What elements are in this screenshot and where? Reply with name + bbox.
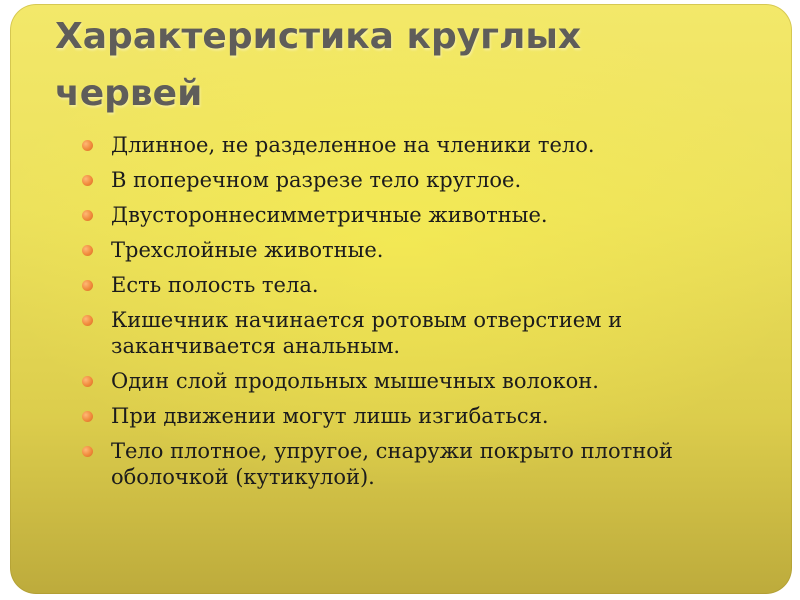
list-item-text: Есть полость тела.	[111, 273, 319, 297]
list-item	[82, 272, 742, 298]
list-item	[82, 167, 742, 193]
slide	[10, 4, 792, 594]
list-item-text: При движении могут лишь изгибаться.	[111, 404, 549, 428]
list-item-text: Трехслойные животные.	[111, 238, 384, 262]
bullet-icon	[82, 376, 93, 387]
slide-title: Характеристика круглых червей	[55, 16, 582, 114]
bullet-icon	[82, 411, 93, 422]
list-item	[82, 403, 742, 429]
list-item	[82, 307, 742, 359]
list-item-text: Тело плотное, упругое, снаружи покрыто плотной оболочкой (кутикулой).	[111, 439, 673, 489]
list-item	[82, 132, 742, 158]
bullet-icon	[82, 245, 93, 256]
bullet-icon	[82, 210, 93, 221]
bullet-icon	[82, 446, 93, 457]
list-item	[82, 237, 742, 263]
list-item	[82, 368, 742, 394]
list-item-text: Длинное, не разделенное на членики тело.	[111, 133, 595, 157]
list-item	[82, 202, 742, 228]
list-item-text: Двустороннесимметричные животные.	[111, 203, 548, 227]
bullet-icon	[82, 140, 93, 151]
bullet-icon	[82, 175, 93, 186]
list-item-text: В поперечном разрезе тело круглое.	[111, 168, 522, 192]
list-item	[82, 438, 742, 490]
bullet-icon	[82, 315, 93, 326]
bullet-icon	[82, 280, 93, 291]
list-item-text: Один слой продольных мышечных волокон.	[111, 369, 599, 393]
list-item-text: Кишечник начинается ротовым отверстием и заканчивается анальным.	[111, 308, 623, 358]
bullet-list	[82, 132, 742, 499]
